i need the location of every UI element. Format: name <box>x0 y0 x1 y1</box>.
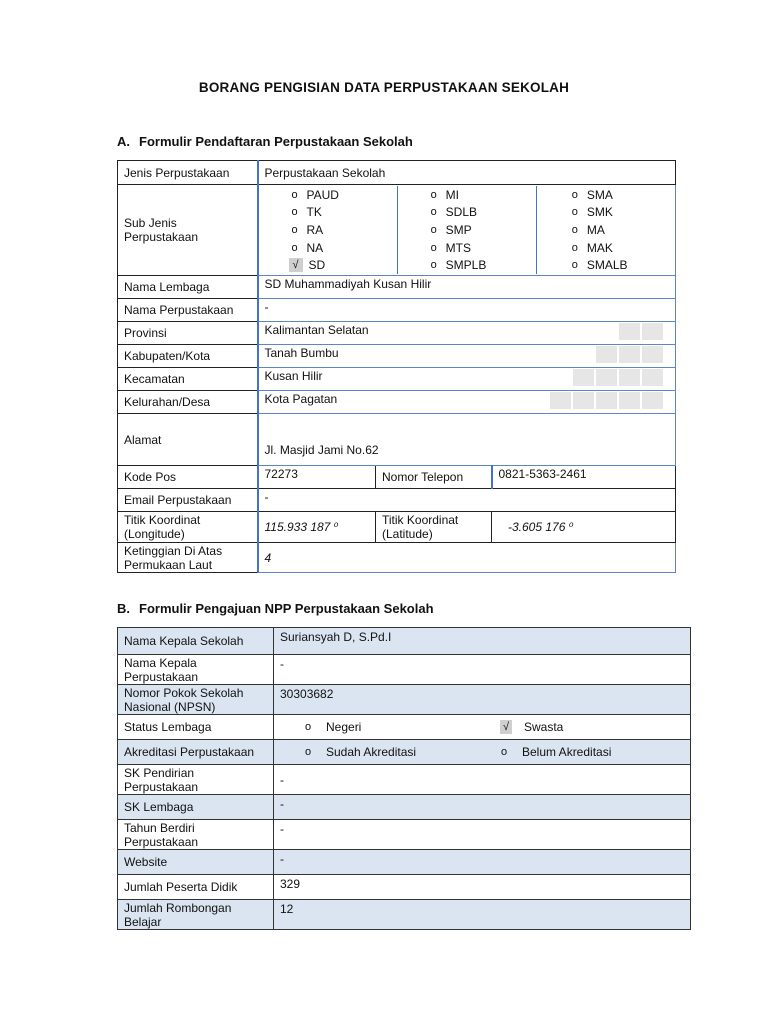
option-paud[interactable]: o PAUD <box>267 186 389 204</box>
kepala-sekolah-label: Nama Kepala Sekolah <box>118 628 274 655</box>
code-boxes <box>619 323 663 340</box>
rombongan-label: Jumlah Rombongan Belajar <box>118 900 274 930</box>
radio-icon: o <box>500 746 508 758</box>
kabupaten-field[interactable] <box>258 345 676 368</box>
sk-pendirian-field[interactable]: - <box>274 765 691 795</box>
option-mts[interactable]: o MTS <box>406 239 528 257</box>
radio-icon: o <box>430 259 437 272</box>
sk-pendirian-label: SK Pendirian Perpustakaan <box>118 765 274 795</box>
radio-icon: o <box>291 224 298 236</box>
sk-lembaga-field[interactable]: - <box>274 795 691 820</box>
radio-icon: o <box>304 721 312 733</box>
kecamatan-value: Kusan Hilir <box>264 369 323 383</box>
radio-icon: o <box>571 224 578 236</box>
option-ra[interactable]: o RA <box>267 221 389 239</box>
tahun-berdiri-label: Tahun Berdiri Perpustakaan <box>118 820 274 850</box>
check-icon: √ <box>500 720 512 734</box>
kepala-sekolah-field[interactable]: Suriansyah D, S.Pd.I <box>274 628 691 655</box>
radio-icon: o <box>571 206 578 219</box>
longitude-field[interactable]: 115.933 187 ⁰ <box>258 512 376 543</box>
peserta-didik-label: Jumlah Peserta Didik <box>118 875 274 900</box>
email-field[interactable]: - <box>258 489 676 512</box>
sub-jenis-column-1 <box>259 186 397 274</box>
provinsi-value: Kalimantan Selatan <box>264 323 369 337</box>
website-field[interactable]: - <box>274 850 691 875</box>
longitude-label: Titik Koordinat (Longitude) <box>118 512 258 543</box>
option-sma[interactable]: o SMA <box>545 186 667 204</box>
radio-icon: o <box>571 188 578 201</box>
option-sdlb[interactable]: o SDLB <box>406 204 528 222</box>
option-ma[interactable]: o MA <box>545 221 667 239</box>
jenis-value[interactable]: Perpustakaan Sekolah <box>258 161 676 185</box>
radio-icon: o <box>571 259 578 272</box>
email-label: Email Perpustakaan <box>118 489 258 512</box>
kelurahan-value: Kota Pagatan <box>264 392 338 406</box>
telepon-label: Nomor Telepon <box>376 466 492 489</box>
radio-icon: o <box>571 241 578 254</box>
option-smalb[interactable]: o SMALB <box>545 256 667 274</box>
section-b-title: Formulir Pengajuan NPP Perpustakaan Sekolah <box>139 601 434 616</box>
radio-icon: o <box>430 241 437 254</box>
sub-jenis-options <box>258 185 676 276</box>
section-b-heading <box>117 601 434 616</box>
radio-icon: o <box>291 206 298 219</box>
rombongan-field[interactable]: 12 <box>274 900 691 930</box>
nama-perpustakaan-field[interactable]: - <box>258 299 676 322</box>
telepon-field[interactable]: 0821-5363-2461 <box>492 466 676 489</box>
nama-perpustakaan-label: Nama Perpustakaan <box>118 299 258 322</box>
radio-icon: o <box>291 188 298 201</box>
kelurahan-field[interactable] <box>258 391 676 414</box>
ketinggian-label: Ketinggian Di Atas Permukaan Laut <box>118 543 258 573</box>
kecamatan-field[interactable] <box>258 368 676 391</box>
kode-pos-label: Kode Pos <box>118 466 258 489</box>
ketinggian-field[interactable]: 4 <box>258 543 676 573</box>
sk-lembaga-label: SK Lembaga <box>118 795 274 820</box>
kepala-perpustakaan-label: Nama Kepala Perpustakaan <box>118 655 274 685</box>
option-smplb[interactable]: o SMPLB <box>406 256 528 274</box>
status-option-negeri[interactable]: o Negeri <box>302 720 500 734</box>
option-smk[interactable]: o SMK <box>545 204 667 222</box>
section-a-letter: A. <box>117 134 130 149</box>
akreditasi-option-sudah[interactable]: o Sudah Akreditasi <box>302 745 498 759</box>
section-a-heading <box>117 134 413 149</box>
status-options <box>274 715 691 740</box>
nama-lembaga-field[interactable]: SD Muhammadiyah Kusan Hilir <box>258 276 676 299</box>
akreditasi-option-belum[interactable]: o Belum Akreditasi <box>498 745 611 759</box>
nama-lembaga-label: Nama Lembaga <box>118 276 258 299</box>
code-boxes <box>573 369 663 386</box>
code-boxes <box>550 392 663 409</box>
latitude-field[interactable]: -3.605 176 ⁰ <box>492 512 676 543</box>
npp-table <box>117 627 691 930</box>
registration-table <box>117 160 676 573</box>
tahun-berdiri-field[interactable]: - <box>274 820 691 850</box>
radio-icon: o <box>430 188 437 201</box>
option-na[interactable]: o NA <box>267 239 389 257</box>
npsn-field[interactable]: 30303682 <box>274 685 691 715</box>
option-smp[interactable]: o SMP <box>406 221 528 239</box>
kepala-perpustakaan-field[interactable]: - <box>274 655 691 685</box>
status-label: Status Lembaga <box>118 715 274 740</box>
jenis-label: Jenis Perpustakaan <box>118 161 258 185</box>
radio-icon: o <box>430 206 437 219</box>
section-b-letter: B. <box>117 601 130 616</box>
section-a-title: Formulir Pendaftaran Perpustakaan Sekolah <box>139 134 413 149</box>
provinsi-field[interactable] <box>258 322 676 345</box>
peserta-didik-field[interactable]: 329 <box>274 875 691 900</box>
kode-pos-field[interactable]: 72273 <box>258 466 376 489</box>
alamat-label: Alamat <box>118 414 258 466</box>
code-boxes <box>596 346 663 363</box>
npsn-label: Nomor Pokok Sekolah Nasional (NPSN) <box>118 685 274 715</box>
kecamatan-label: Kecamatan <box>118 368 258 391</box>
kabupaten-label: Kabupaten/Kota <box>118 345 258 368</box>
page-title: BORANG PENGISIAN DATA PERPUSTAKAAN SEKOLAH <box>198 80 570 95</box>
akreditasi-options <box>274 740 691 765</box>
option-mak[interactable]: o MAK <box>545 239 667 257</box>
latitude-label: Titik Koordinat (Latitude) <box>376 512 492 543</box>
sub-jenis-column-2 <box>397 186 536 274</box>
kelurahan-label: Kelurahan/Desa <box>118 391 258 414</box>
kabupaten-value: Tanah Bumbu <box>264 346 339 360</box>
alamat-field[interactable]: Jl. Masjid Jami No.62 <box>258 414 676 466</box>
radio-icon: o <box>430 224 437 236</box>
sub-jenis-label: Sub Jenis Perpustakaan <box>118 185 258 276</box>
check-icon: √ <box>289 258 303 272</box>
option-mi[interactable]: o MI <box>406 186 528 204</box>
status-option-swasta[interactable]: √ Swasta <box>500 720 563 734</box>
radio-icon: o <box>304 746 312 758</box>
website-label: Website <box>118 850 274 875</box>
sub-jenis-column-3 <box>536 186 675 274</box>
option-tk[interactable]: o TK <box>267 204 389 222</box>
option-sd[interactable]: √ SD <box>267 256 389 274</box>
provinsi-label: Provinsi <box>118 322 258 345</box>
akreditasi-label: Akreditasi Perpustakaan <box>118 740 274 765</box>
radio-icon: o <box>291 241 298 254</box>
